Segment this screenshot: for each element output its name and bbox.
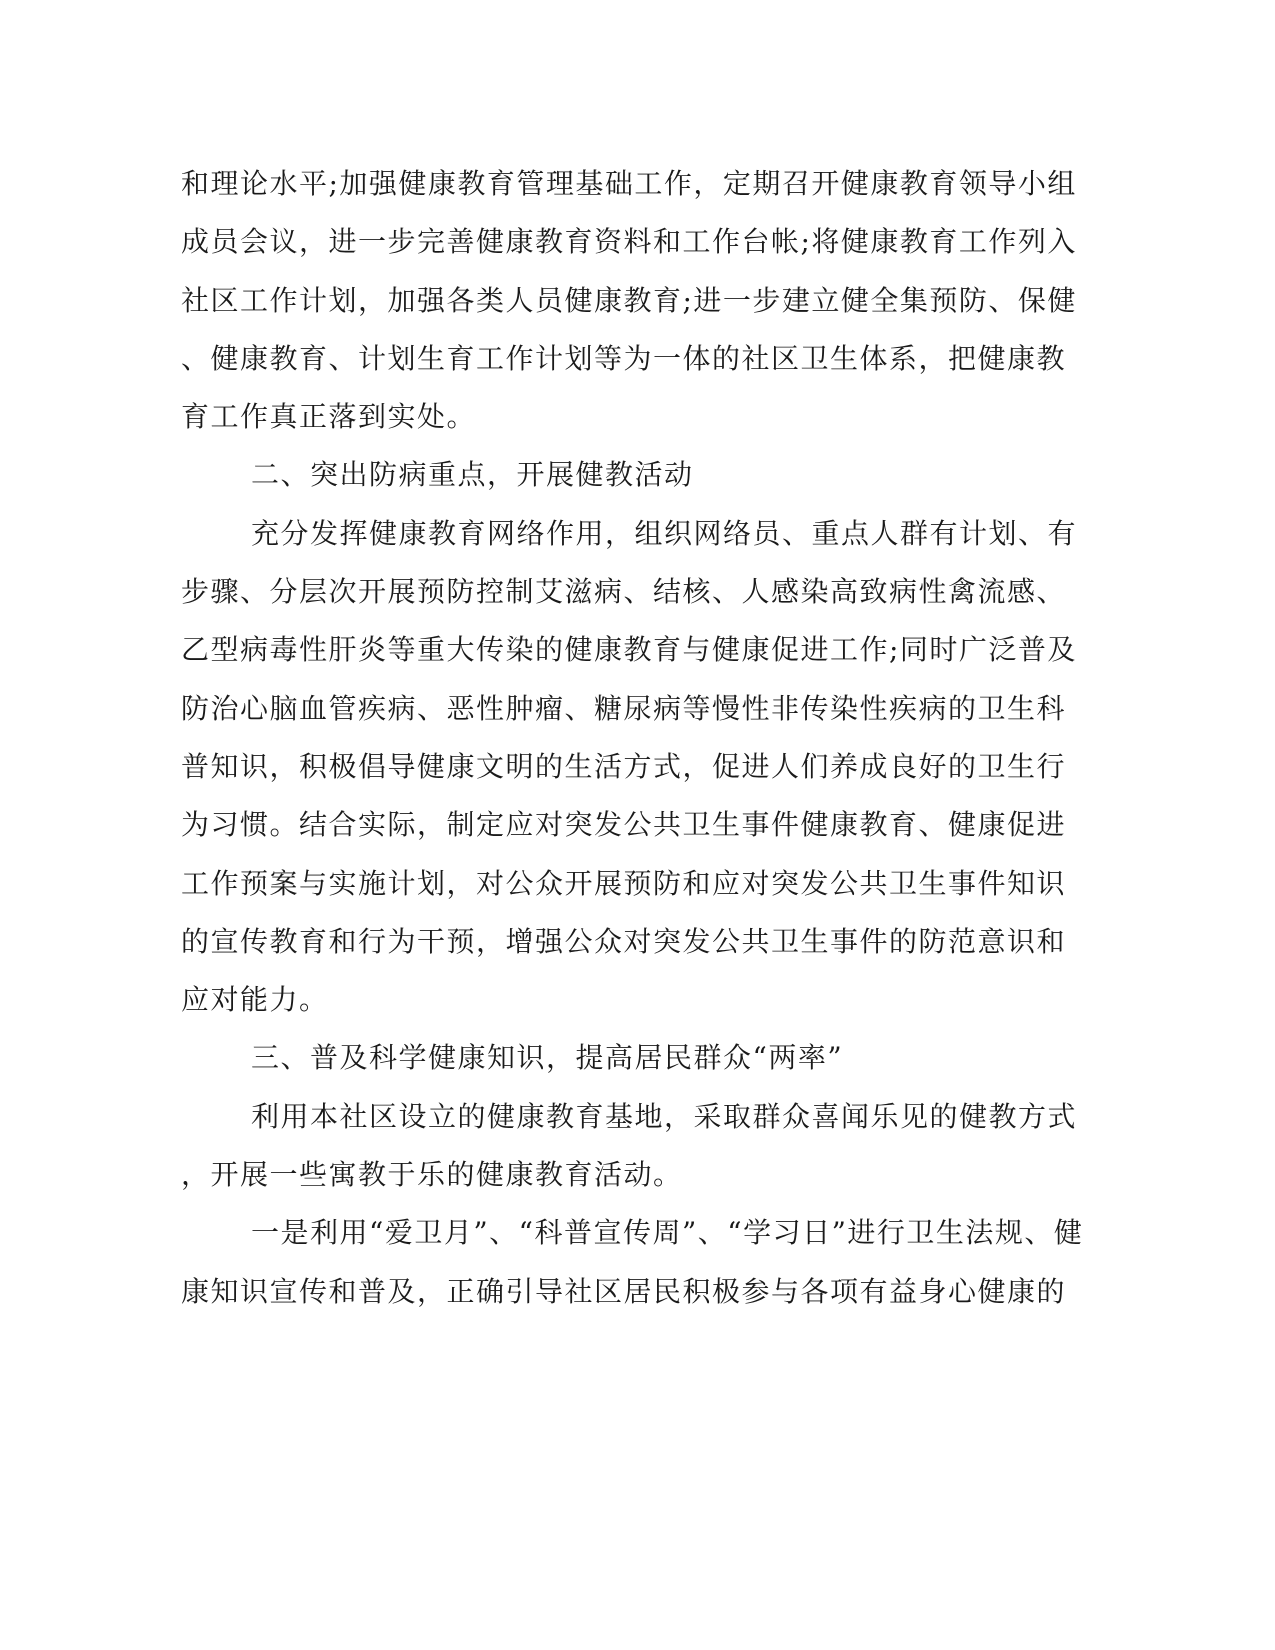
- section-heading: 三、普及科学健康知识，提高居民群众“两率”: [251, 1041, 844, 1075]
- text-line: 育工作真正落到实处。: [181, 400, 477, 434]
- text-line: 利用本社区设立的健康教育基地，采取群众喜闻乐见的健教方式: [251, 1099, 1078, 1133]
- text-line: 一是利用“爱卫月”、“科普宣传周”、“学习日”进行卫生法规、健: [251, 1216, 1084, 1250]
- body-text: [181, 155, 1084, 1321]
- text-line: 社区工作计划，加强各类人员健康教育;进一步建立健全集预防、保健: [181, 283, 1077, 317]
- section-heading: 二、突出防病重点，开展健教活动: [251, 458, 694, 492]
- text-line: 工作预案与实施计划，对公众开展预防和应对突发公共卫生事件知识: [181, 866, 1067, 900]
- text-line: 普知识，积极倡导健康文明的生活方式，促进人们养成良好的卫生行: [181, 749, 1067, 783]
- text-line: 应对能力。: [181, 983, 329, 1017]
- text-line: 防治心脑血管疾病、恶性肿瘤、糖尿病等慢性非传染性疾病的卫生科: [181, 691, 1067, 725]
- text-line: 乙型病毒性肝炎等重大传染的健康教育与健康促进工作;同时广泛普及: [181, 633, 1077, 667]
- text-line: 充分发挥健康教育网络作用，组织网络员、重点人群有计划、有: [251, 516, 1078, 550]
- text-line: 康知识宣传和普及，正确引导社区居民积极参与各项有益身心健康的: [181, 1274, 1067, 1308]
- text-line: 步骤、分层次开展预防控制艾滋病、结核、人感染高致病性禽流感、: [181, 575, 1067, 609]
- text-line: 为习惯。结合实际，制定应对突发公共卫生事件健康教育、健康促进: [181, 808, 1067, 842]
- text-line: ，开展一些寓教于乐的健康教育活动。: [181, 1158, 683, 1192]
- text-line: 、健康教育、计划生育工作计划等为一体的社区卫生体系，把健康教: [181, 341, 1067, 375]
- text-line: 和理论水平;加强健康教育管理基础工作，定期召开健康教育领导小组: [181, 167, 1077, 200]
- text-line: 的宣传教育和行为干预，增强公众对突发公共卫生事件的防范意识和: [181, 924, 1067, 958]
- text-line: 成员会议，进一步完善健康教育资料和工作台帐;将健康教育工作列入: [181, 225, 1077, 259]
